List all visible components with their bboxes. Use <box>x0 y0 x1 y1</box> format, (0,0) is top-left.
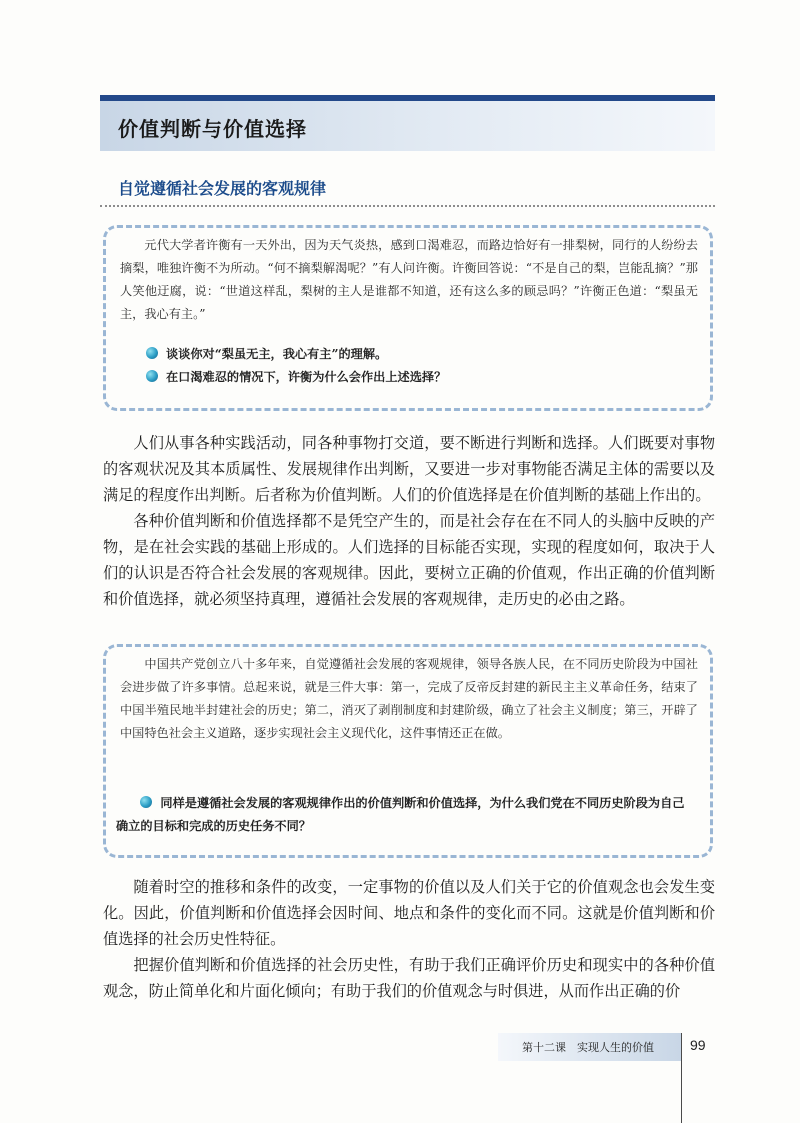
bullet-icon <box>146 347 158 359</box>
dotted-divider <box>100 205 715 207</box>
question-item <box>146 343 686 366</box>
case-box-xuheng <box>103 225 713 411</box>
body-paragraph: 把握价值判断和价值选择的社会历史性，有助于我们正确评价历史和现实中的各种价值观念，防止简单化和片面化倾向；有助于我们的价值观念与时俱进，从而作出正确的价 <box>103 956 715 1000</box>
bullet-icon <box>146 370 158 382</box>
question-list <box>146 343 686 389</box>
footer-chapter-bar <box>498 1033 681 1061</box>
page-number: 99 <box>690 1037 706 1053</box>
body-text-section-1 <box>103 430 715 612</box>
body-paragraph: 随着时空的推移和条件的改变，一定事物的价值以及人们关于它的价值观念也会发生变化。因此，价值判断和价值选择会因时间、地点和条件的变化而不同。这就是价值判断和价值选择的社会历史性特征。 <box>103 878 715 948</box>
question-text: 在口渴难忍的情况下，许衡为什么会作出上述选择？ <box>166 370 447 384</box>
chapter-label: 第十二课 实现人生的价值 <box>522 1041 654 1054</box>
page-title: 价值判断与价值选择 <box>118 117 307 141</box>
section-header-bar <box>100 95 715 151</box>
case-story: 元代大学者许衡有一天外出，因为天气炎热，感到口渴难忍，而路边恰好有一排梨树，同行的人纷纷去摘梨，唯独许衡不为所动。“何不摘梨解渴呢？”有人问许衡。许衡回答说：“不是自己的梨，岂能乱摘？”那人笑他迂腐，说：“世道这样乱，梨树的主人是谁都不知道，还有这么多的顾忌吗？”许衡正色道：“梨虽无主，我心有主。” <box>120 238 698 321</box>
bullet-icon <box>140 796 152 808</box>
footer-vertical-rule <box>681 1033 682 1123</box>
body-paragraph: 人们从事各种实践活动，同各种事物打交道，要不断进行判断和选择。人们既要对事物的客观状况及其本质属性、发展规律作出判断，又要进一步对事物能否满足主体的需要以及满足的程度作出判断。后者称为价值判断。人们的价值选择是在价值判断的基础上作出的。 <box>103 434 715 504</box>
section-title: 自觉遵循社会发展的客观规律 <box>118 179 327 198</box>
question-item <box>146 366 686 389</box>
case-box-party <box>103 644 713 858</box>
question-text: 同样是遵循社会发展的客观规律作出的价值判断和价值选择，为什么我们党在不同历史阶段为自己确立的目标和完成的历史任务不同？ <box>116 796 685 833</box>
case-story: 中国共产党创立八十多年来，自觉遵循社会发展的客观规律，领导各族人民，在不同历史阶段为中国社会进步做了许多事情。总起来说，就是三件大事：第一，完成了反帝反封建的新民主主义革命任务，结束了中国半殖民地半封建社会的历史；第二，消灭了剥削制度和封建阶级，确立了社会主义制度；第三，开辟了中国特色社会主义道路，逐步实现社会主义现代化，这件事情还正在做。 <box>120 657 698 740</box>
question-text: 谈谈你对“梨虽无主，我心有主”的理解。 <box>166 347 388 361</box>
question-item <box>116 792 696 838</box>
question-list <box>116 792 696 838</box>
body-paragraph: 各种价值判断和价值选择都不是凭空产生的，而是社会存在在不同人的头脑中反映的产物，是在社会实践的基础上形成的。人们选择的目标能否实现，实现的程度如何，取决于人们的认识是否符合社会发展的客观规律。因此，要树立正确的价值观，作出正确的价值判断和价值选择，就必须坚持真理，遵循社会发展的客观规律，走历史的必由之路。 <box>103 512 715 608</box>
body-text-section-2 <box>103 874 715 1004</box>
